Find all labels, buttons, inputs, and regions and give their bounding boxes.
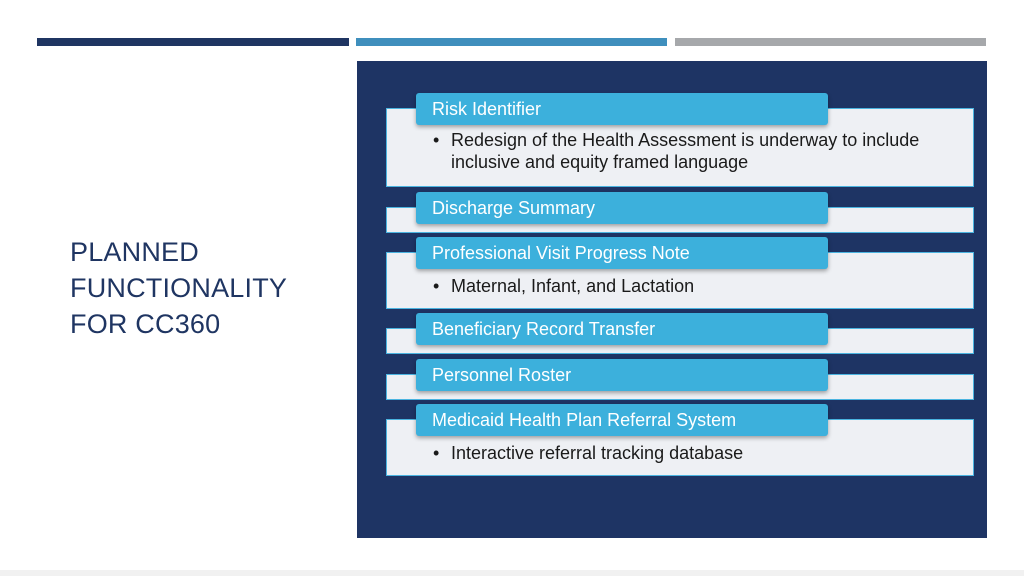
accent-bar-navy: [37, 38, 349, 46]
section-header: Beneficiary Record Transfer: [416, 313, 828, 345]
section-header: Professional Visit Progress Note: [416, 237, 828, 269]
footer-strip: [0, 570, 1024, 576]
accent-bar-blue: [356, 38, 667, 46]
accent-bar-gray: [675, 38, 986, 46]
content-panel: [357, 61, 987, 538]
bullet-list: [433, 442, 957, 464]
section-header: Discharge Summary: [416, 192, 828, 224]
bullet-item: • Redesign of the Health Assessment is underway to include inclusive and equity framed language: [433, 129, 957, 173]
bullet-list: [433, 275, 957, 297]
bullet-item: • Maternal, Infant, and Lactation: [433, 275, 957, 297]
section-header: Personnel Roster: [416, 359, 828, 391]
bullet-list: [433, 129, 957, 173]
slide-title: PLANNED FUNCTIONALITY FOR CC360: [70, 237, 287, 339]
section-header: Medicaid Health Plan Referral System: [416, 404, 828, 436]
bullet-item: • Interactive referral tracking database: [433, 442, 957, 464]
section-header: Risk Identifier: [416, 93, 828, 125]
